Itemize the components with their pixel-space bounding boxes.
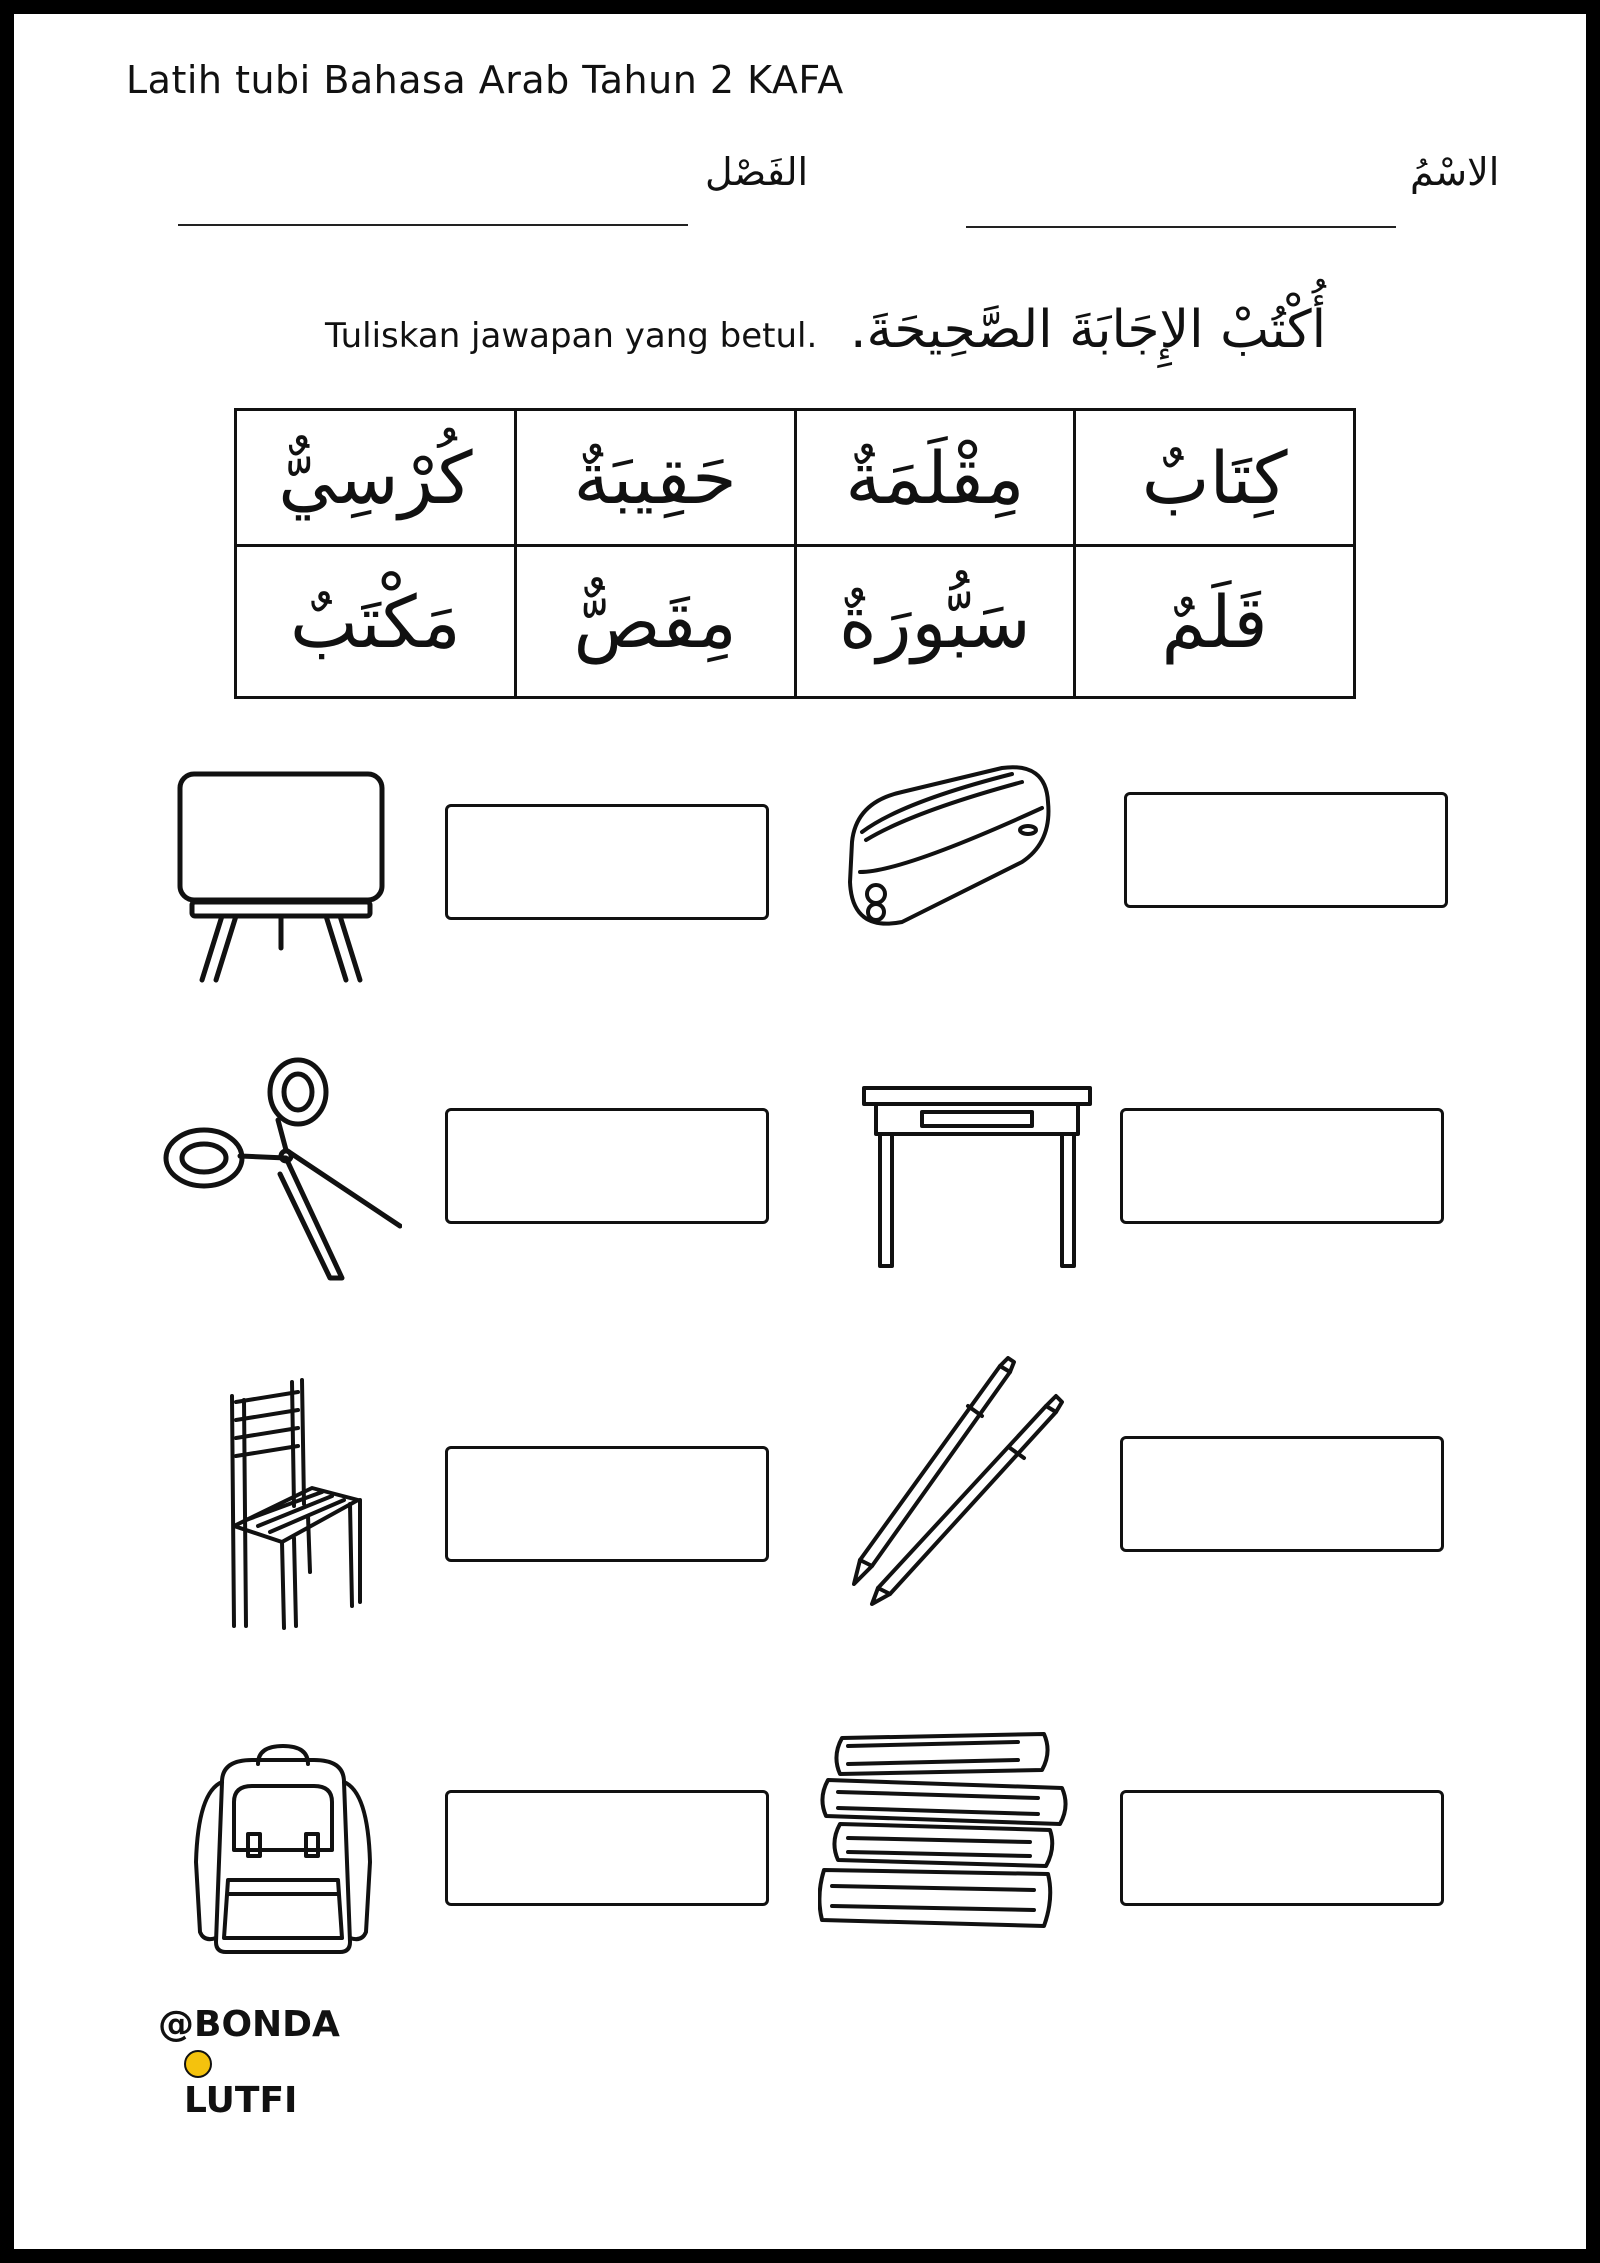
worksheet-title: Latih tubi Bahasa Arab Tahun 2 KAFA <box>126 58 844 102</box>
books-icon <box>818 1730 1074 1942</box>
word-cell: قَلَمٌ <box>1075 546 1355 698</box>
desk-icon <box>860 1084 1094 1270</box>
answer-box[interactable] <box>445 1446 769 1562</box>
scissors-icon <box>160 1054 402 1284</box>
answer-box[interactable] <box>1120 1790 1444 1906</box>
word-cell: كُرْسِيٌّ <box>236 410 516 546</box>
brand-logo <box>158 2004 340 2121</box>
bee-icon <box>184 2050 212 2078</box>
answer-box[interactable] <box>445 1108 769 1224</box>
answer-box[interactable] <box>1120 1108 1444 1224</box>
name-label: الاسْمُ <box>1410 150 1500 194</box>
answer-box[interactable] <box>1124 792 1448 908</box>
word-cell: كِتَابٌ <box>1075 410 1355 546</box>
class-answer-line[interactable] <box>178 224 688 226</box>
logo-line-2: LUTFI <box>184 2080 298 2121</box>
pencil-case-icon <box>842 762 1054 930</box>
whiteboard-icon <box>172 768 390 988</box>
word-bank-table <box>234 408 1356 699</box>
chair-icon <box>222 1376 362 1638</box>
word-cell: مِقْلَمَةٌ <box>795 410 1075 546</box>
word-cell: سَبُّورَةٌ <box>795 546 1075 698</box>
word-cell: مَكْتَبٌ <box>236 546 516 698</box>
answer-box[interactable] <box>445 1790 769 1906</box>
instruction-arabic: أُكْتُبْ الإِجَابَةَ الصَّحِيحَةَ. <box>850 300 1327 360</box>
word-cell: مِقَصٌّ <box>515 546 795 698</box>
class-label: الفَصْل <box>705 150 809 194</box>
answer-box[interactable] <box>1120 1436 1444 1552</box>
logo-line-1: @BONDA <box>158 2004 340 2045</box>
backpack-icon <box>192 1742 374 1956</box>
word-cell: حَقِيبَةٌ <box>515 410 795 546</box>
answer-box[interactable] <box>445 804 769 920</box>
name-answer-line[interactable] <box>966 226 1396 228</box>
instruction-malay: Tuliskan jawapan yang betul. <box>325 316 818 356</box>
pens-icon <box>850 1356 1076 1606</box>
